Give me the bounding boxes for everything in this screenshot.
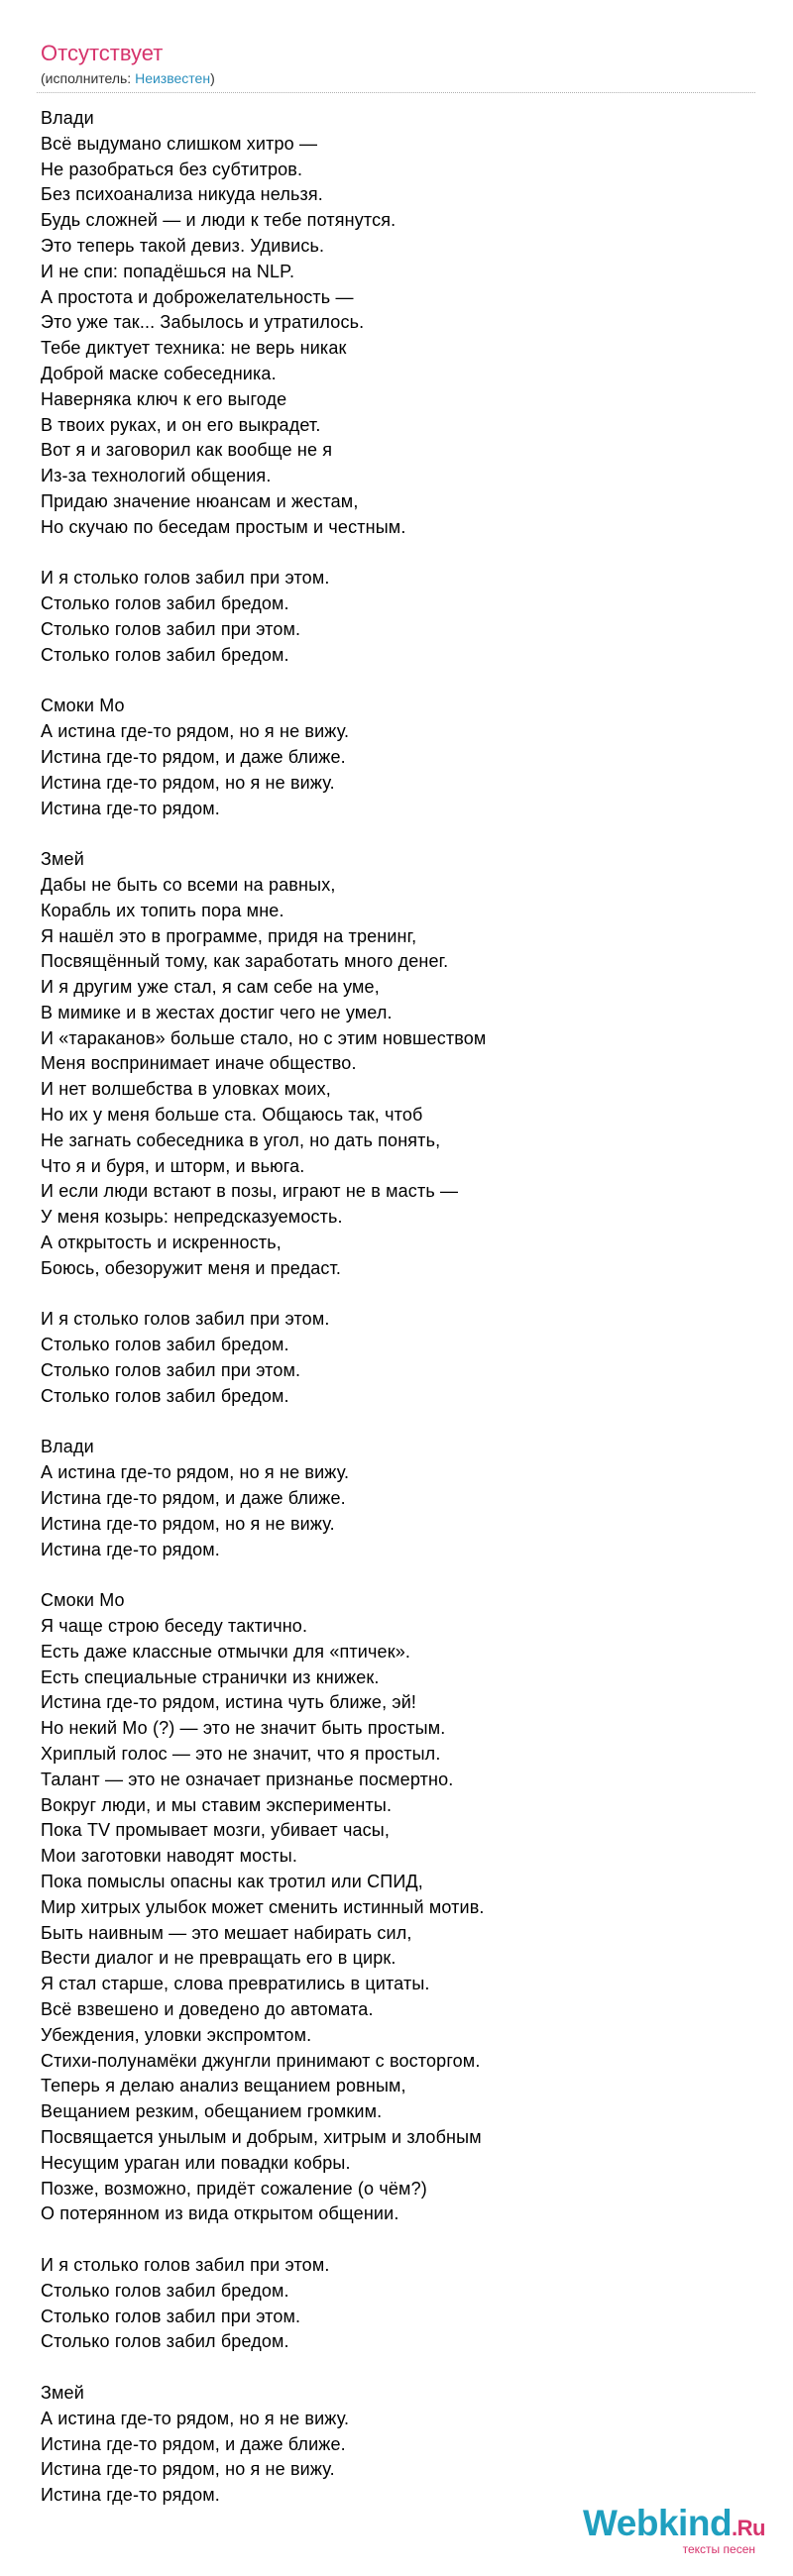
- lyric-line: В мимике и в жестах достиг чего не умел.: [41, 1002, 393, 1022]
- lyric-line: Пока TV промывает мозги, убивает часы,: [41, 1820, 391, 1841]
- lyric-line: А открытость и искренность,: [41, 1233, 282, 1253]
- lyric-line: Истина где-то рядом.: [41, 2485, 220, 2506]
- lyric-line: Истина где-то рядом, но я не вижу.: [41, 772, 335, 793]
- lyric-line: Посвящённый тому, как заработать много денег.: [41, 951, 449, 972]
- lyric-line: Без психоанализа никуда нельзя.: [41, 184, 323, 205]
- lyric-line: Дабы не быть со всеми на равных,: [41, 874, 336, 895]
- lyric-line: И я столько голов забил при этом.: [41, 2254, 330, 2275]
- lyric-line: Всё взвешено и доведено до автомата.: [41, 1998, 374, 2019]
- lyric-line: Мир хитрых улыбок может сменить истинный мотив.: [41, 1896, 485, 1917]
- lyric-line: Вести диалог и не превращать его в цирк.: [41, 1948, 396, 1969]
- lyric-line: Истина где-то рядом, но я не вижу.: [41, 1513, 335, 1534]
- lyric-line: Истина где-то рядом, и даже ближе.: [41, 746, 346, 767]
- lyric-line: Не разобраться без субтитров.: [41, 159, 303, 179]
- lyric-line: Из-за технологий общения.: [41, 466, 272, 486]
- lyric-line: Я нашёл это в программе, придя на тренинг,: [41, 925, 417, 946]
- lyric-line: Есть специальные странички из книжек.: [41, 1666, 380, 1687]
- lyric-line: Истина где-то рядом.: [41, 798, 220, 818]
- artist-line: [41, 69, 215, 87]
- stanza-break: [41, 2227, 754, 2253]
- lyric-line: Я стал старше, слова превратились в цитаты.: [41, 1974, 430, 1994]
- lyric-line: Смоки Мо: [41, 696, 125, 716]
- lyric-line: Смоки Мо: [41, 1590, 125, 1611]
- lyric-line: Талант — это не означает признанье посмертно.: [41, 1769, 454, 1789]
- lyric-line: Столько голов забил бредом.: [41, 1335, 289, 1355]
- lyric-line: Убеждения, уловки экспромтом.: [41, 2024, 312, 2045]
- lyric-line: Что я и буря, и шторм, и вьюга.: [41, 1155, 305, 1176]
- lyric-line: Будь сложней — и люди к тебе потянутся.: [41, 210, 396, 231]
- lyric-line: И если люди встают в позы, играют не в масть —: [41, 1181, 459, 1202]
- logo-domain-suffix: .Ru: [732, 2516, 765, 2540]
- lyric-line: Столько голов забил бредом.: [41, 644, 289, 665]
- lyric-line: Влади: [41, 108, 94, 128]
- lyric-line: Несущим ураган или повадки кобры.: [41, 2152, 351, 2173]
- lyric-line: Хриплый голос — это не значит, что я простыл.: [41, 1744, 441, 1764]
- lyric-line: И я столько голов забил при этом.: [41, 1309, 330, 1330]
- lyric-line: Вот я и заговорил как вообще не я: [41, 440, 333, 461]
- lyric-line: А истина где-то рядом, но я не вижу.: [41, 721, 350, 742]
- lyric-line: Придаю значение нюансам и жестам,: [41, 490, 359, 511]
- lyric-line: Я чаще строю беседу тактично.: [41, 1616, 308, 1637]
- stanza-break: [41, 669, 754, 695]
- lyric-line: Истина где-то рядом, и даже ближе.: [41, 1488, 346, 1509]
- lyric-line: Всё выдумано слишком хитро —: [41, 133, 318, 154]
- song-title: Отсутствует: [41, 41, 164, 65]
- lyric-line: Теперь я делаю анализ вещанием ровным,: [41, 2076, 406, 2096]
- lyric-line: В твоих руках, и он его выкрадет.: [41, 414, 321, 435]
- lyric-line: И не спи: попадёшься на NLP.: [41, 261, 295, 281]
- lyric-line: А истина где-то рядом, но я не вижу.: [41, 2408, 350, 2428]
- lyric-line: Истина где-то рядом.: [41, 1539, 220, 1559]
- lyric-line: Доброй маске собеседника.: [41, 363, 277, 383]
- stanza-break: [41, 541, 754, 567]
- lyric-line: Наверняка ключ к его выгоде: [41, 388, 287, 409]
- lyric-line: И «тараканов» больше стало, но с этим новшеством: [41, 1027, 487, 1048]
- lyric-line: Быть наивным — это мешает набирать сил,: [41, 1922, 412, 1943]
- stanza-break: [41, 1282, 754, 1308]
- lyric-line: Мои заготовки наводят мосты.: [41, 1846, 298, 1867]
- lyric-line: Вещанием резким, обещанием громким.: [41, 2101, 383, 2122]
- lyric-line: А простота и доброжелательность —: [41, 286, 354, 307]
- lyrics-body: [41, 106, 754, 2509]
- lyric-line: Вокруг люди, и мы ставим эксперименты.: [41, 1794, 393, 1815]
- lyric-line: Меня воспринимает иначе общество.: [41, 1053, 357, 1074]
- lyric-line: Но скучаю по беседам простым и честным.: [41, 516, 406, 537]
- lyric-line: Есть даже классные отмычки для «птичек».: [41, 1641, 411, 1662]
- logo-tagline: тексты песен: [682, 2542, 755, 2556]
- lyric-line: Посвящается унылым и добрым, хитрым и злобным: [41, 2126, 482, 2147]
- lyric-line: У меня козырь: непредсказуемость.: [41, 1207, 343, 1228]
- lyric-line: Это теперь такой девиз. Удивись.: [41, 235, 325, 256]
- lyric-line: Столько голов забил при этом.: [41, 1360, 301, 1381]
- lyric-line: Это уже так... Забылось и утратилось.: [41, 312, 365, 333]
- site-logo[interactable]: [583, 2504, 765, 2556]
- lyric-line: Влади: [41, 1437, 94, 1457]
- lyric-line: Тебе диктует техника: не верь никак: [41, 338, 347, 359]
- lyric-line: Столько голов забил бредом.: [41, 2280, 289, 2301]
- lyric-line: Позже, возможно, придёт сожаление (о чём?): [41, 2178, 427, 2199]
- lyric-line: Столько голов забил при этом.: [41, 618, 301, 639]
- title-separator: [37, 92, 755, 93]
- lyric-line: Змей: [41, 2382, 84, 2403]
- artist-link[interactable]: Неизвестен: [135, 70, 211, 86]
- artist-prefix: (исполнитель:: [41, 70, 136, 86]
- lyric-line: Истина где-то рядом, истина чуть ближе, эй!: [41, 1692, 417, 1713]
- artist-suffix: ): [210, 70, 215, 86]
- stanza-break: [41, 1562, 754, 1588]
- lyric-line: И нет волшебства в уловках моих,: [41, 1079, 331, 1100]
- lyric-line: И я столько голов забил при этом.: [41, 568, 330, 589]
- lyric-line: И я другим уже стал, я сам себе на уме,: [41, 977, 380, 998]
- lyric-line: Столько голов забил бредом.: [41, 1385, 289, 1406]
- lyric-line: Столько голов забил бредом.: [41, 2331, 289, 2352]
- lyric-line: Но их у меня больше ста. Общаюсь так, чтоб: [41, 1105, 423, 1126]
- logo-main-text: Webkind: [583, 2503, 733, 2543]
- lyric-line: Но некий Мо (?) — это не значит быть простым.: [41, 1718, 446, 1739]
- lyric-line: А истина где-то рядом, но я не вижу.: [41, 1462, 350, 1483]
- lyric-line: Змей: [41, 849, 84, 870]
- lyric-line: О потерянном из вида открытом общении.: [41, 2203, 399, 2224]
- lyric-line: Истина где-то рядом, и даже ближе.: [41, 2433, 346, 2454]
- lyric-line: Пока помыслы опасны как тротил или СПИД,: [41, 1871, 423, 1891]
- stanza-break: [41, 2355, 754, 2381]
- lyric-line: Столько голов забил бредом.: [41, 593, 289, 614]
- lyric-line: Столько голов забил при этом.: [41, 2306, 301, 2326]
- lyric-line: Корабль их топить пора мне.: [41, 900, 284, 920]
- lyric-line: Истина где-то рядом, но я не вижу.: [41, 2459, 335, 2480]
- lyric-line: Стихи-полунамёки джунгли принимают с восторгом.: [41, 2050, 481, 2071]
- lyric-line: Боюсь, обезоружит меня и предаст.: [41, 1257, 342, 1278]
- stanza-break: [41, 821, 754, 847]
- stanza-break: [41, 1410, 754, 1436]
- lyric-line: Не загнать собеседника в угол, но дать понять,: [41, 1129, 441, 1150]
